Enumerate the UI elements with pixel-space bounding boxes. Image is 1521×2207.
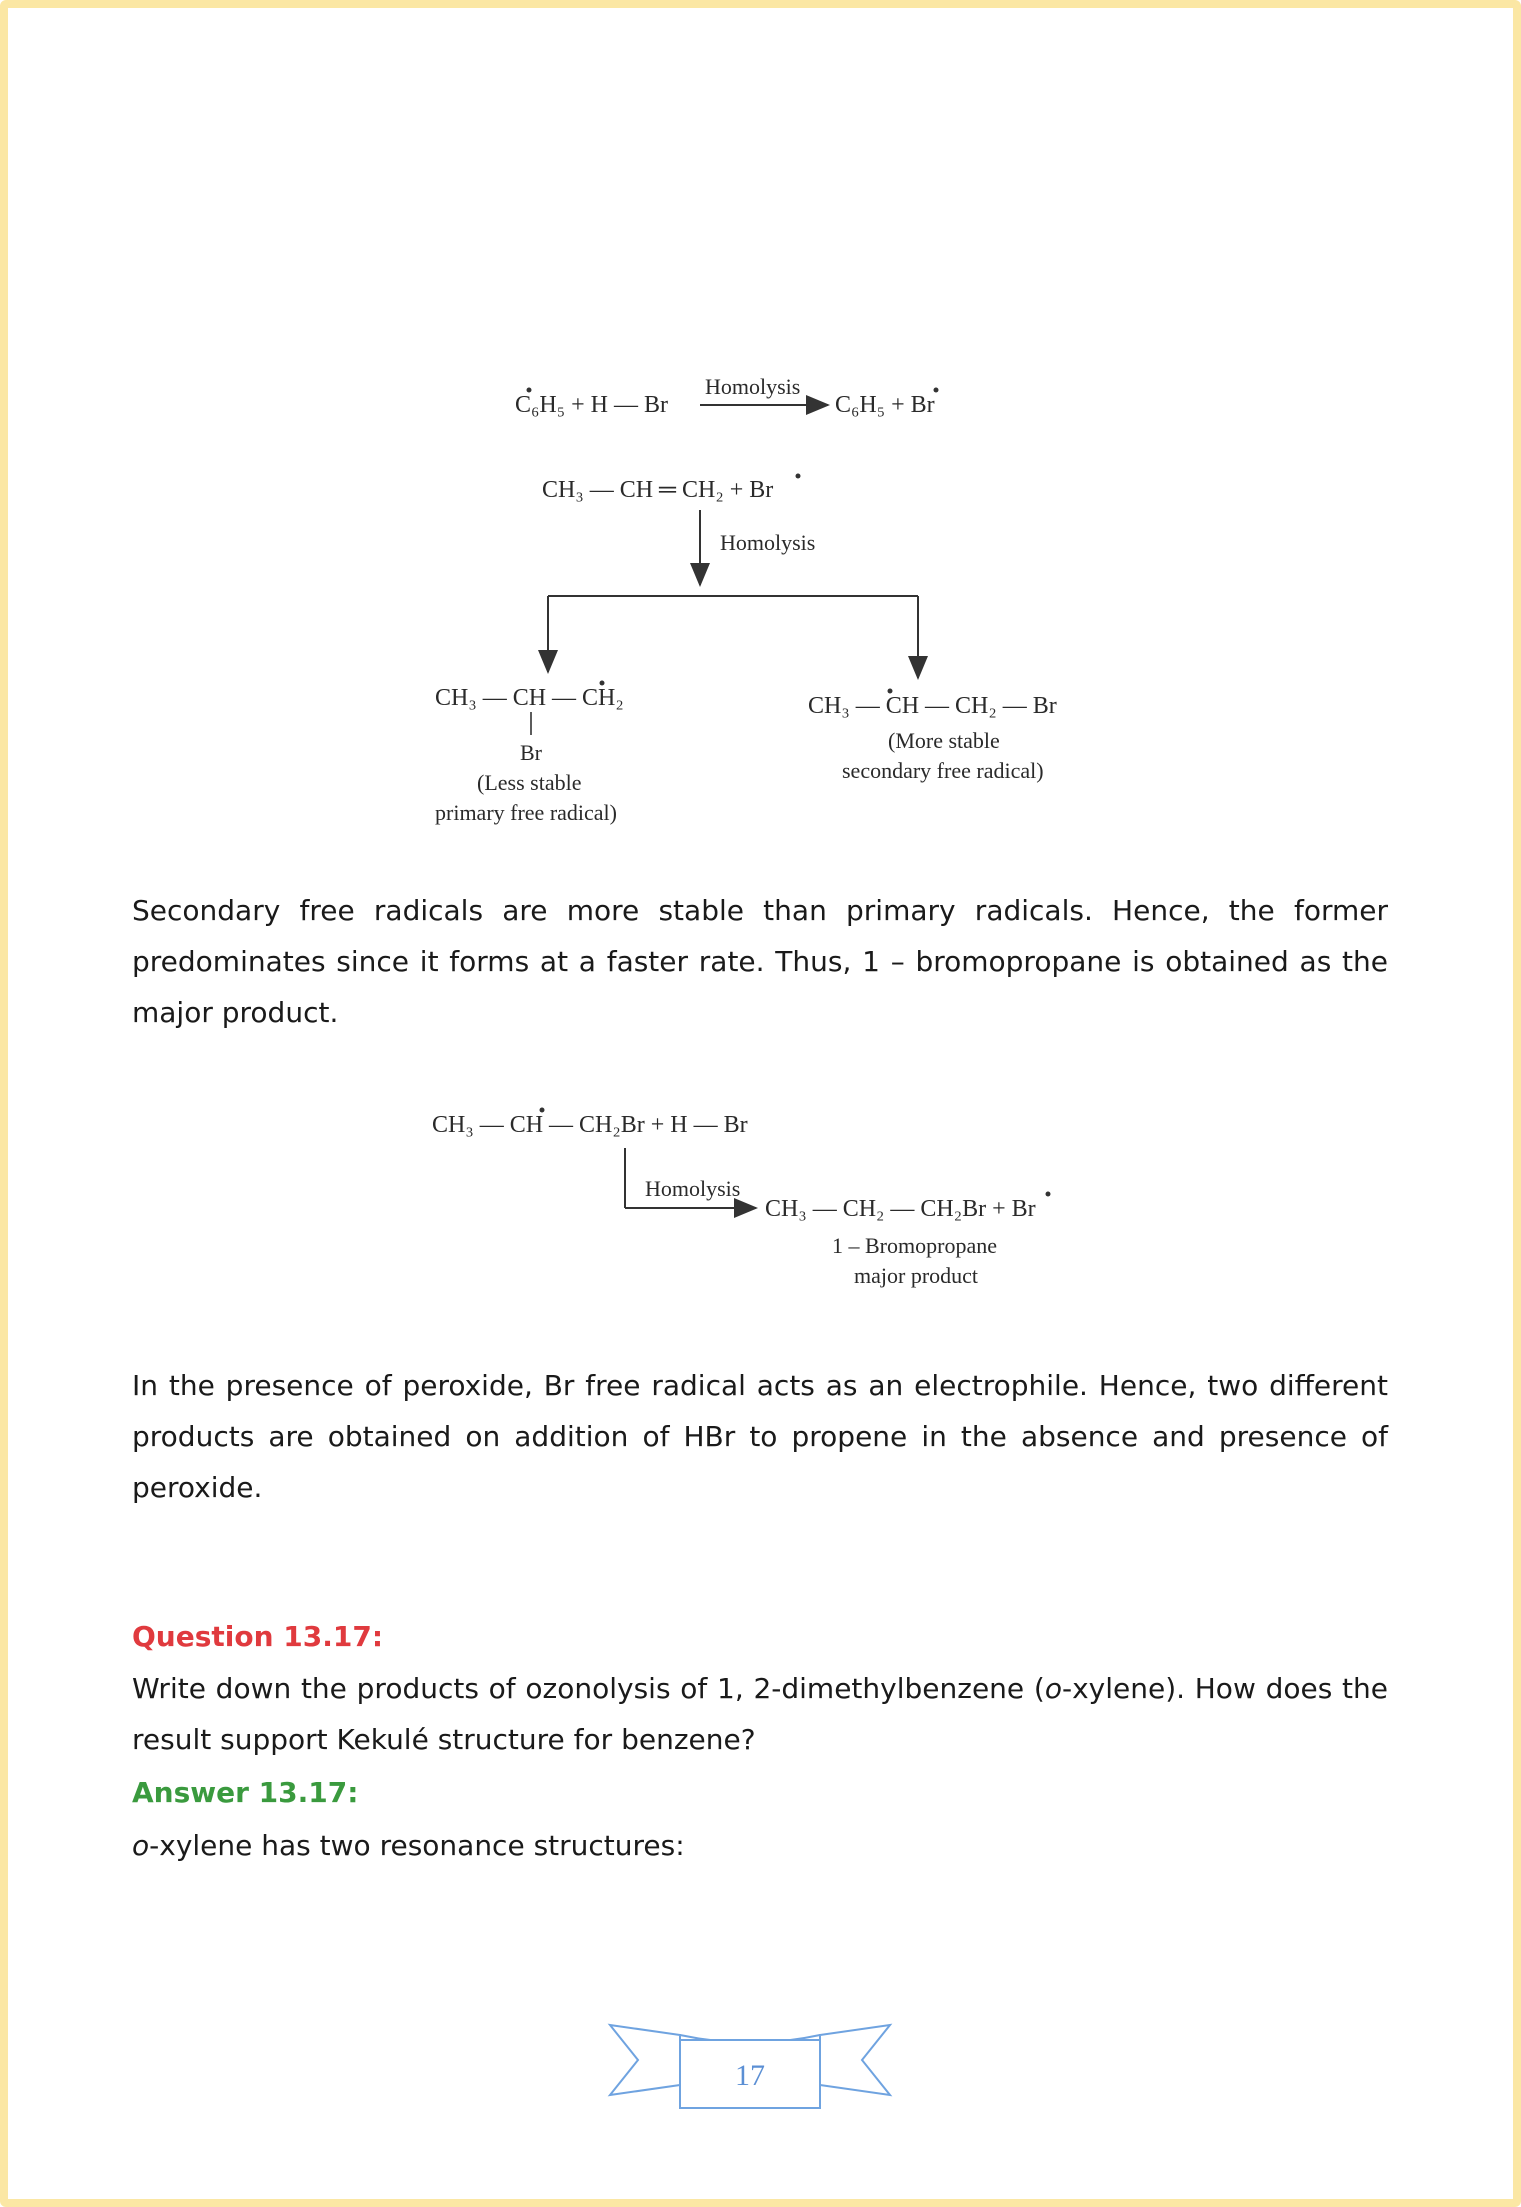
scheme2-product: CH₃ — CH₂ — CH₂Br + Br <box>765 1196 1036 1222</box>
answer-italic: o <box>132 1829 150 1862</box>
radical-dot <box>1046 1192 1051 1197</box>
homolysis-label: Homolysis <box>720 530 816 555</box>
scheme2-reactant: CH₃ — CH — CH₂Br + H — Br <box>432 1112 748 1138</box>
reaction1-right: C₆H₅ + Br <box>835 392 935 418</box>
ribbon-right-tail <box>820 2025 890 2095</box>
radical-dot <box>888 689 893 694</box>
right-note-1: (More stable <box>888 728 1000 753</box>
left-note-2: primary free radical) <box>435 800 617 825</box>
question-text <box>132 1663 1388 1765</box>
paragraph-2: In the presence of peroxide, Br free radical acts as an electrophile. Hence, two different products are obtained on addition of HBr to propene in the absence and presence of peroxide. <box>132 1369 1388 1504</box>
reaction1-arrow-label: Homolysis <box>705 374 801 399</box>
left-product: CH₃ — CH — CH₂ <box>435 685 624 711</box>
scheme2-note-1: 1 – Bromopropane <box>832 1233 997 1258</box>
question-text-a: Write down the products of ozonolysis of 1, 2-dimethylbenzene ( <box>132 1672 1045 1705</box>
question-heading: Question 13.17: <box>132 1620 384 1653</box>
ribbon-left-tail <box>610 2025 680 2095</box>
radical-dot <box>796 474 801 479</box>
scheme2-arrow-label: Homolysis <box>645 1176 741 1201</box>
reactant-propene: CH₃ — CH ═ CH₂ + Br <box>542 477 774 503</box>
reaction-scheme-2 <box>420 1095 1120 1310</box>
radical-dot <box>540 1108 545 1113</box>
reaction1-left: C₆H₅ + H — Br <box>515 392 668 418</box>
paragraph-1: Secondary free radicals are more stable than primary radicals. Hence, the former predominates since it forms at a faster rate. Thus, 1 – bromopropane is obtained as the major product. <box>132 894 1388 1029</box>
answer-text-body: -xylene has two resonance structures: <box>149 1829 685 1862</box>
page-number: 17 <box>735 2059 765 2092</box>
answer-text <box>132 1820 1388 1871</box>
question-text-b: -xylene). How does the result support Kekulé structure for benzene? <box>132 1672 1388 1756</box>
radical-dot <box>527 388 532 393</box>
radical-dot <box>600 681 605 686</box>
reaction-scheme-1 <box>420 360 1120 840</box>
left-sub: Br <box>520 740 542 765</box>
question-italic: o <box>1044 1672 1062 1705</box>
page-number-ribbon <box>600 2010 900 2120</box>
right-note-2: secondary free radical) <box>842 758 1044 783</box>
radical-dot <box>934 388 939 393</box>
scheme2-note-2: major product <box>854 1263 979 1288</box>
left-note-1: (Less stable <box>477 770 582 795</box>
answer-heading: Answer 13.17: <box>132 1776 359 1809</box>
right-product: CH₃ — CH — CH₂ — Br <box>808 693 1057 719</box>
